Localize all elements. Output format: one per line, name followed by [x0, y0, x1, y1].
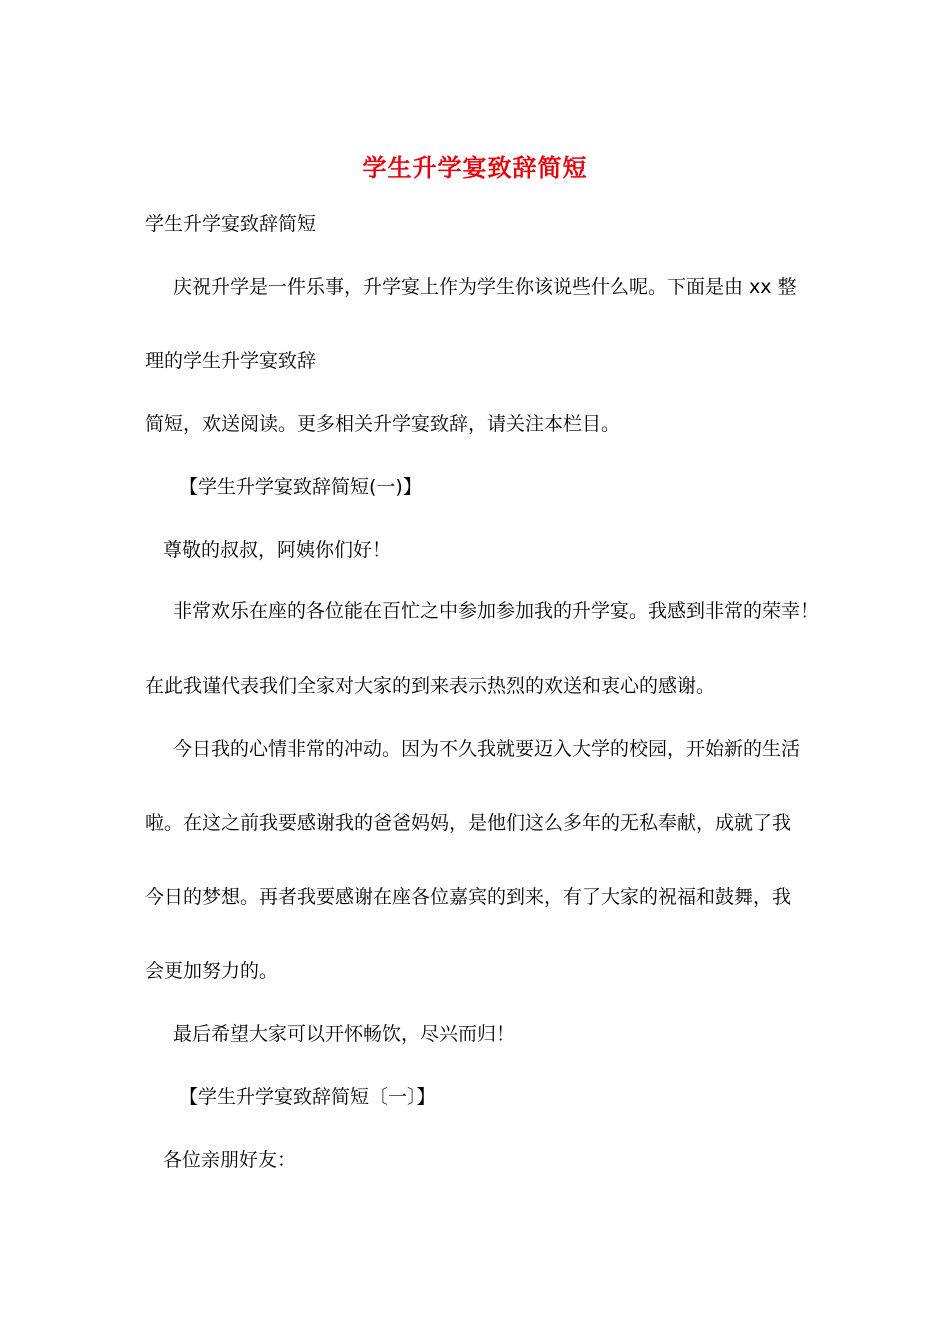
paragraph-body-1: 非常欢乐在座的各位能在百忙之中参加参加我的升学宴。我感到非常的荣幸！ — [173, 600, 820, 622]
paragraph-intro-line-3: 简短，欢送阅读。更多相关升学宴致辞，请关注本栏目。 — [145, 413, 621, 435]
paragraph-body-6: 会更加努力的。 — [145, 960, 279, 982]
document-title: 学生升学宴致辞简短 — [362, 154, 588, 182]
paragraph-body-2: 在此我谨代表我们全家对大家的到来表示热烈的欢送和衷心的感谢。 — [145, 675, 716, 697]
paragraph-intro-line-2: 理的学生升学宴致辞 — [145, 350, 317, 372]
paragraph-closing: 最后希望大家可以开怀畅饮，尽兴而归！ — [173, 1023, 516, 1045]
paragraph-greeting-2: 各位亲朋好友： — [163, 1149, 297, 1171]
paragraph-subtitle: 学生升学宴致辞简短 — [145, 213, 317, 235]
section-heading-2: 【学生升学宴致辞简短〔一〕】 — [179, 1086, 436, 1108]
paragraph-body-4: 啦。在这之前我要感谢我的爸爸妈妈，是他们这么多年的无私奉献，成就了我 — [145, 812, 792, 834]
paragraph-intro-line-1: 庆祝升学是一件乐事，升学宴上作为学生你该说些什么呢。下面是由 xx 整 — [173, 276, 797, 298]
section-heading-1: 【学生升学宴致辞简短(一)】 — [179, 476, 422, 498]
paragraph-body-3: 今日我的心情非常的冲动。因为不久我就要迈入大学的校园，开始新的生活 — [173, 738, 801, 760]
paragraph-greeting: 尊敬的叔叔，阿姨你们好！ — [163, 539, 392, 561]
paragraph-body-5: 今日的梦想。再者我要感谢在座各位嘉宾的到来，有了大家的祝福和鼓舞，我 — [145, 886, 792, 908]
